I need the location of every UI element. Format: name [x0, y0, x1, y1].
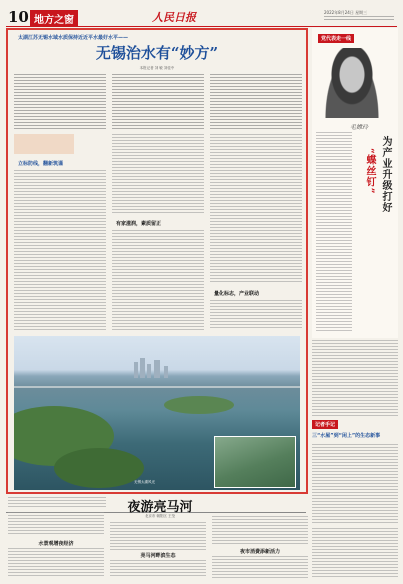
feature-col-3b	[210, 134, 302, 284]
notes-text	[312, 444, 398, 524]
feature-subhead-1: 立标防线，翻新筑谨	[18, 161, 64, 167]
feature-col-2c	[112, 230, 204, 330]
signature: 毛嫦玲	[350, 124, 369, 131]
feature-callout	[14, 134, 74, 154]
section-name: 地方之窗	[30, 10, 78, 27]
sidebar-text-1	[316, 132, 352, 332]
feature-col-1b	[14, 170, 106, 330]
feature-col-1	[14, 74, 106, 130]
page-number: 10	[8, 8, 29, 26]
feature-photo-inset	[214, 436, 296, 488]
bottom-col-1b	[8, 548, 104, 578]
bottom-col-2	[110, 522, 206, 550]
feature-col-2	[112, 74, 204, 130]
feature-col-3c	[210, 300, 302, 330]
sidebar	[312, 28, 398, 338]
bottom-col-4	[312, 528, 398, 578]
sidebar-tag: 党代表走一线	[318, 34, 354, 43]
masthead	[6, 6, 397, 27]
bottom-col-3	[212, 516, 308, 544]
skyline	[154, 360, 160, 378]
island	[54, 448, 144, 488]
skyline	[140, 358, 145, 378]
skyline	[134, 362, 138, 378]
sidebar-title-1: 为产业升级打好	[380, 136, 391, 213]
notes-head: 三“水屋”到“闲上”的生态新事	[312, 433, 381, 439]
feature-subhead-3: 量化标志，产业联动	[214, 291, 260, 297]
feature-photo	[14, 336, 300, 490]
feature-byline: 本报记者 刘 敏 刘佳中	[139, 66, 175, 70]
lower-left-text	[8, 497, 106, 509]
portrait	[322, 48, 382, 118]
bottom-subhead-2: 亮马河畔滨生态	[140, 553, 176, 559]
bottom-subhead-1: 水景观增夜经济	[38, 541, 74, 547]
causeway	[14, 386, 300, 388]
bottom-headline: 夜游亮马河	[127, 500, 193, 515]
feature-col-3	[210, 74, 302, 130]
feature-subhead-2: 有家滋润，素质留正	[116, 221, 162, 227]
island	[164, 396, 234, 414]
bottom-col-3b	[212, 556, 308, 578]
bottom-col-1	[8, 512, 104, 536]
sidebar-text-2	[312, 340, 398, 416]
bottom-col-2b	[110, 560, 206, 578]
feature-headline: 无锡治水有“妙方”	[95, 44, 219, 62]
feature-article	[6, 28, 308, 494]
date-line: 2022年8月24日 星期三	[324, 10, 368, 15]
notes-tag: 记者手记	[312, 420, 338, 429]
bottom-byline: 北京市 朝阳区 王莹	[144, 514, 176, 518]
sidebar-title-2: “蝶丝钉”	[364, 148, 375, 195]
feature-kicker: 太湖江苏无锡水域水质保持近近平水最好水平——	[18, 35, 129, 41]
bottom-subhead-3: 夜市消费添新活力	[239, 549, 280, 555]
skyline	[164, 366, 168, 378]
photo-caption: 无锡太湖风光	[134, 480, 155, 484]
feature-col-2b	[112, 134, 204, 214]
meta-lines	[324, 16, 394, 22]
skyline	[147, 364, 151, 378]
newspaper-logo: 人民日报	[152, 11, 196, 24]
